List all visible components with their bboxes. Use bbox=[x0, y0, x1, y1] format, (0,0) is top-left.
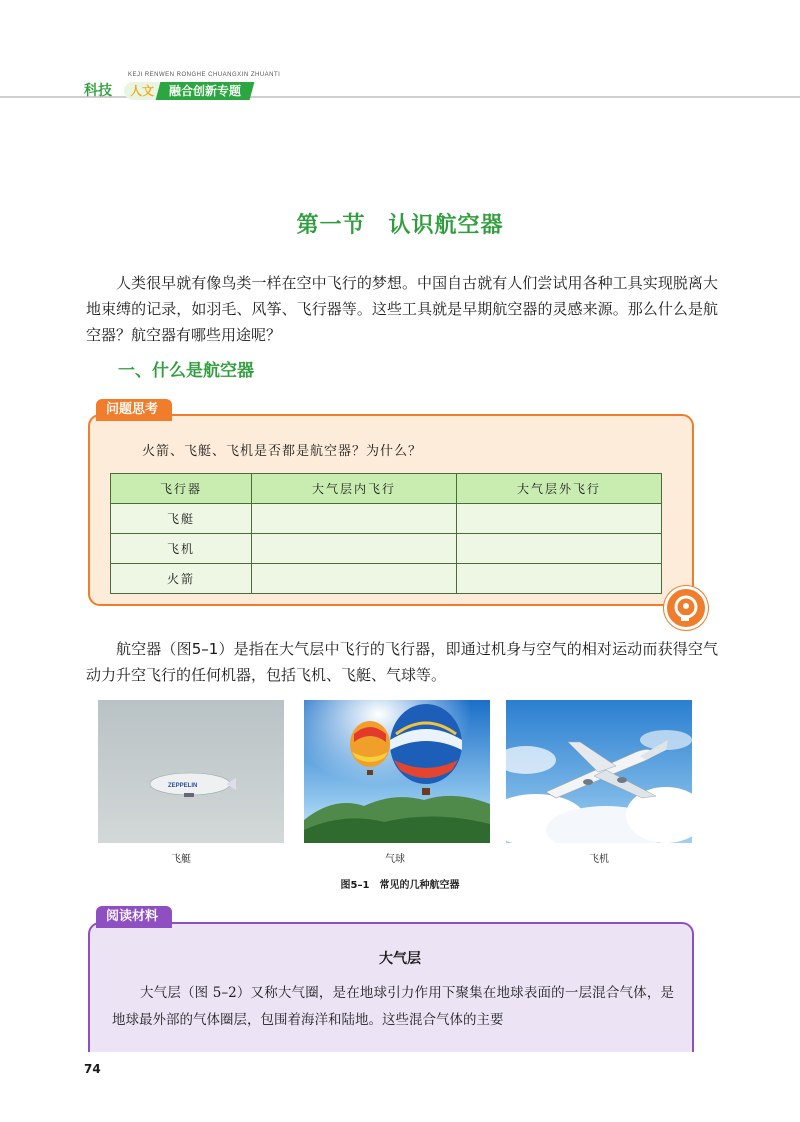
definition-text: 航空器（图5–1）是指在大气层中飞行的飞行器，即通过机身与空气的相对运动而获得空气动力升空飞行的任何机器，包括飞机、飞艇、气球等。 bbox=[86, 640, 718, 684]
photo-caption-airship: 飞艇 bbox=[171, 854, 191, 865]
table-header: 大气层内飞行 bbox=[252, 474, 457, 504]
reading-title: 大气层 bbox=[379, 951, 421, 967]
header-part3: 融合创新专题 bbox=[168, 84, 241, 98]
table-cell[interactable] bbox=[252, 504, 457, 534]
intro-text: 人类很早就有像鸟类一样在空中飞行的梦想。中国自古就有人们尝试用各种工具实现脱离大地束缚的记录，如羽毛、风筝、飞行器等。这些工具就是早期航空器的灵感来源。那么什么是航空器？航空器有哪些用途呢？ bbox=[86, 274, 718, 344]
running-header bbox=[84, 78, 254, 102]
question-text: 火箭、飞艇、飞机是否都是航空器？为什么？ bbox=[142, 444, 423, 459]
table-header: 飞行器 bbox=[111, 474, 252, 504]
table-cell[interactable] bbox=[457, 534, 662, 564]
reading-box-tab: 阅读材料 bbox=[96, 906, 172, 928]
table-cell[interactable] bbox=[252, 564, 457, 594]
intro-paragraph bbox=[86, 270, 718, 348]
figure-caption: 图5–1 常见的几种航空器 bbox=[340, 880, 460, 891]
photo-caption-airplane: 飞机 bbox=[589, 854, 609, 865]
header-part1: 科技 bbox=[84, 83, 112, 99]
photo-caption-balloon: 气球 bbox=[385, 854, 405, 865]
table-row-label: 火箭 bbox=[111, 564, 252, 594]
table-cell[interactable] bbox=[457, 564, 662, 594]
section-title: 第一节 认识航空器 bbox=[296, 213, 504, 238]
airship-photo bbox=[98, 700, 284, 843]
airship-lettering: ZEPPELIN bbox=[168, 783, 198, 789]
table-row bbox=[111, 534, 662, 564]
question-box-tab: 问题思考 bbox=[96, 399, 172, 421]
table-row bbox=[111, 564, 662, 594]
table-row bbox=[111, 504, 662, 534]
subsection-heading: 一、什么是航空器 bbox=[118, 361, 254, 381]
table-header-row bbox=[111, 474, 662, 504]
answer-table bbox=[110, 473, 662, 594]
table-row-label: 飞机 bbox=[111, 534, 252, 564]
reading-text: 大气层（图 5–2）又称大气圈，是在地球引力作用下聚集在地球表面的一层混合气体，是地球最外部的气体圈层，包围着海洋和陆地。这些混合气体的主要 bbox=[112, 985, 674, 1028]
balloon-photo bbox=[304, 700, 490, 843]
thinking-head-icon bbox=[664, 586, 708, 630]
page-number: 74 bbox=[84, 1062, 101, 1076]
airplane-photo bbox=[506, 700, 692, 843]
table-row-label: 飞艇 bbox=[111, 504, 252, 534]
header-part2: 人文 bbox=[124, 82, 174, 100]
header-subtitle: KEJI RENWEN RONGHE CHUANGXIN ZHUANTI bbox=[128, 72, 281, 78]
definition-paragraph bbox=[86, 636, 718, 688]
table-cell[interactable] bbox=[457, 504, 662, 534]
table-cell[interactable] bbox=[252, 534, 457, 564]
reading-paragraph bbox=[112, 980, 674, 1034]
header-part3-banner bbox=[156, 82, 255, 100]
table-header: 大气层外飞行 bbox=[457, 474, 662, 504]
